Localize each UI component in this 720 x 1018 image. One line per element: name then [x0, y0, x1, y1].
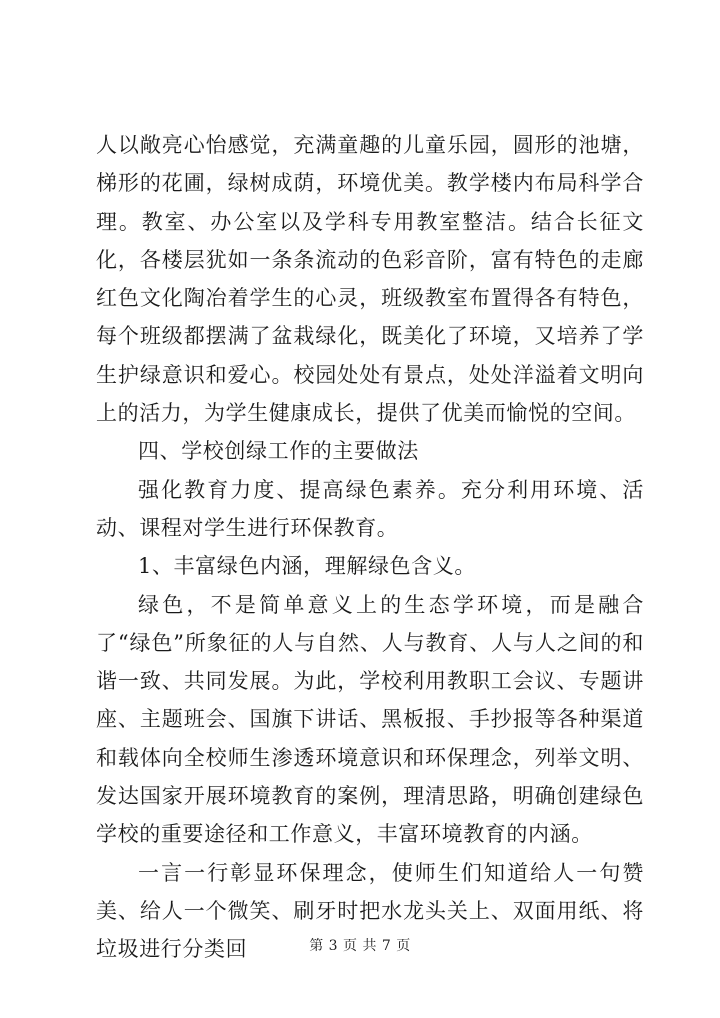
paragraph-eco-practice: 一言一行彰显环保理念，使师生们知道给人一句赞美、给人一个微笑、刷牙时把水龙头关上、双面用纸、将垃圾进行分类回 [96, 860, 644, 962]
section-heading: 四、学校创绿工作的主要做法 [138, 439, 419, 464]
subheading-item-1: 1、丰富绿色内涵，理解绿色含义。 [138, 554, 476, 579]
paragraph-intro: 强化教育力度、提高绿色素养。充分利用环境、活动、课程对学生进行环保教育。 [96, 477, 644, 540]
page-number-footer: 第 3 页 共 7 页 [309, 938, 411, 954]
paragraph-continuation: 人以敞亮心怡感觉，充满童趣的儿童乐园，圆形的池塘，梯形的花圃，绿树成荫，环境优美。教学楼内布局科学合理。教室、办公室以及学科专用教室整洁。结合长征文化，各楼层犹如一条条流动的色彩音阶，富有特色的走廊红色文化陶冶着学生的心灵，班级教室布置得各有特色，每个班级都摆满了盆栽绿化，既美化了环境，又培养了学生护绿意识和爱心。校园处处有景点，处处洋溢着文明向上的活力，为学生健康成长，提供了优美而愉悦的空间。 [96, 133, 644, 426]
document-body [96, 126, 644, 969]
paragraph-green-meaning: 绿色，不是简单意义上的生态学环境，而是融合了“绿色”所象征的人与自然、人与教育、人与人之间的和谐一致、共同发展。为此，学校利用教职工会议、专题讲座、主题班会、国旗下讲话、黑板报、手抄报等各种渠道和载体向全校师生渗透环境意识和环保理念，列举文明、发达国家开展环境教育的案例，理清思路，明确创建绿色学校的重要途径和工作意义，丰富环境教育的内涵。 [96, 592, 644, 847]
